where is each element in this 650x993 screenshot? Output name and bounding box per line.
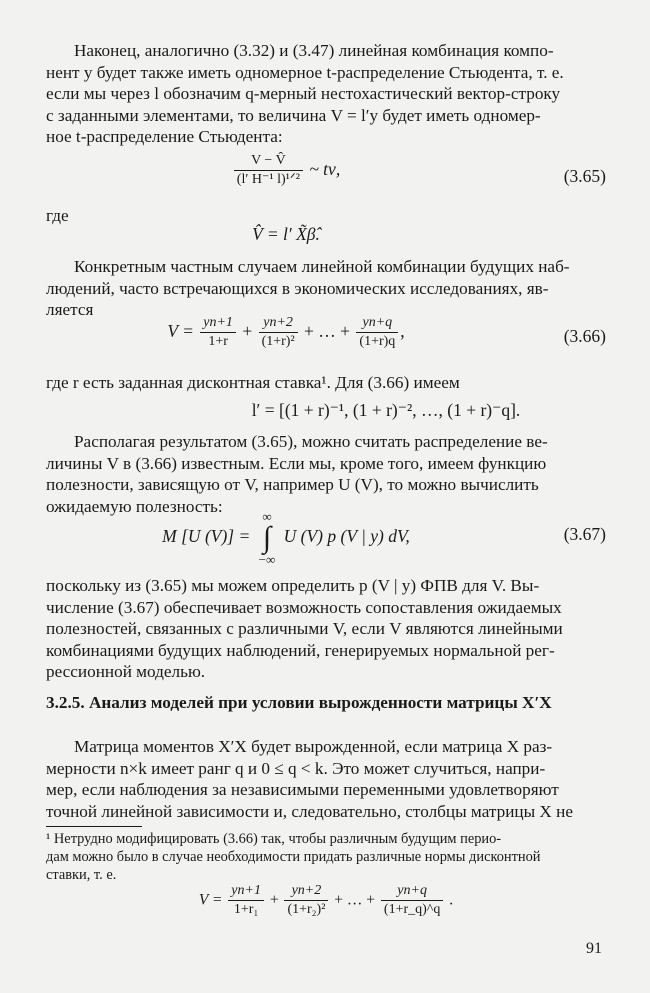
equation-3-65: $\frac{V - V̂}{\text{(l′ H⁻¹ l)¹ᐟ²}}$ ~ tν, (3.65) — [46, 152, 606, 202]
where-label: где — [46, 206, 69, 225]
paragraph-1: Наконец, аналогично (3.32) и (3.47) линейная комбинация компо- нент y будет также иметь одномерное t-распределение Стьюдента, т. е. если мы через l обозначим q-мерный нестохастический вектор-строку с заданными элементами, то величина V = l′y будет иметь одномер- ное t-распределение Стьюдента: — [46, 41, 564, 147]
equation-number: (3.67) — [563, 524, 606, 544]
paragraph-4: Располагая результатом (3.65), можно считать распределение ве- личины V в (3.66) известным. Если мы, кроме того, имеем функцию полезности, зависящую от V, например U (V), то можно вычислить ожидаемую полезность: — [46, 432, 548, 516]
paragraph-3: где r есть заданная дисконтная ставка¹. Для (3.66) имеем — [46, 373, 460, 392]
equation-3-66: V = $\frac{yn+1}{1+r}$ + $\frac{yn+2}{\text{(1+r)²}}$ + … + $\frac{yn+q}{(1+r)q}$ , (3.66) — [167, 315, 606, 349]
section-heading: 3.2.5. Анализ моделей при условии вырожденности матрицы X′X — [46, 693, 552, 712]
equation-vhat: V̂ = l′ X̃β̂. — [252, 224, 320, 244]
footnote-rule — [46, 826, 142, 827]
equation-3-67: M [U (V)] = ∞ ∫ −∞ U (V) p (V | y) dV, (3.67) — [162, 509, 606, 567]
footnote: ¹ Нетрудно модифицировать (3.66) так, чтобы различным будущим перио- дам можно было в случае необходимости придать различные нормы дисконтной ставки, т. е. — [46, 831, 541, 883]
equation-number: (3.65) — [563, 166, 606, 186]
paragraph-5: поскольку из (3.65) мы можем определить p (V | y) ФПВ для V. Вы- числение (3.67) обеспечивает возможность сопоставления ожидаемых полезностей, связанных с различными V, если V являются линейными комбинациями будущих наблюдений, генерируемых нормальной рег- рессионной моделью. — [46, 576, 563, 682]
footnote-equation: V = $\frac{yn+1}{\text{1+r₁}}$ + $\frac{yn+2}{\text{(1+r₂)²}}$ + … + $\frac{yn+q}{(1+r\_q)\^{}q}$ . — [198, 883, 454, 917]
equation-number: (3.66) — [563, 326, 606, 346]
page-number: 91 — [586, 940, 602, 957]
equation-l-vector: l′ = [(1 + r)⁻¹, (1 + r)⁻², …, (1 + r)⁻q]. — [251, 400, 521, 420]
paragraph-2: Конкретным частным случаем линейной комбинации будущих наб- людений, часто встречающихся в экономических исследованиях, яв- ляется — [46, 257, 570, 320]
paragraph-6: Матрица моментов X′X будет вырожденной, если матрица X раз- мерности n×k имеет ранг q и 0 ≤ q < k. Это может случиться, напри- мер, если наблюдения за независимыми переменными удовлетворяют точной линейной зависимости и, следовательно, столбцы матрицы X не — [46, 737, 573, 821]
